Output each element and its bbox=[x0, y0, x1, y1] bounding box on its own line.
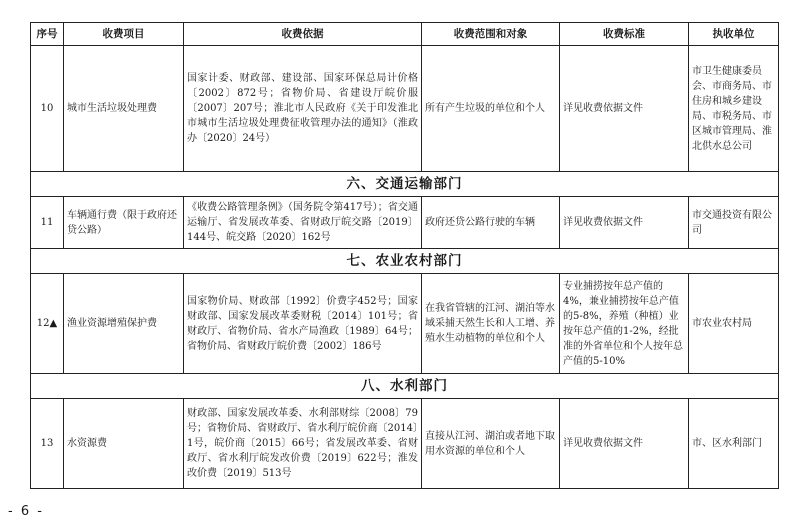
table-row bbox=[31, 197, 779, 249]
header-unit: 执收单位 bbox=[689, 23, 779, 46]
section-title: 六、交通运输部门 bbox=[31, 172, 779, 197]
row-basis: 国家物价局、财政部〔1992〕价费字452号；国家财政部、国家发展改革委财税〔2014〕101号；省财政厅、省物价局、省水产局渔政〔1989〕64号；省物价局、省财政厅皖价费〔2002〕186号 bbox=[184, 274, 422, 374]
row-no: 10 bbox=[31, 46, 64, 172]
header-scope: 收费范围和对象 bbox=[422, 23, 560, 46]
row-unit: 市、区水利部门 bbox=[689, 399, 779, 489]
row-basis: 《收费公路管理条例》（国务院令第417号）；省交通运输厅、省发展改革委、省财政厅皖交路〔2019〕144号、皖交路〔2020〕162号 bbox=[184, 197, 422, 249]
row-item: 水资源费 bbox=[64, 399, 184, 489]
row-scope: 政府还贷公路行驶的车辆 bbox=[422, 197, 560, 249]
row-unit: 市农业农村局 bbox=[689, 274, 779, 374]
header-standard: 收费标准 bbox=[560, 23, 689, 46]
fee-table bbox=[30, 22, 779, 489]
row-basis: 财政部、国家发展改革委、水利部财综〔2008〕79号；省物价局、省财政厅、省水利厅皖价商〔2014〕1号，皖价商〔2015〕66号；省发展改革委、省财政厅、省水利厅皖发改价费〔2019〕622号；淮发改价费〔2019〕513号 bbox=[184, 399, 422, 489]
row-no: 12▲ bbox=[31, 274, 64, 374]
row-scope: 所有产生垃圾的单位和个人 bbox=[422, 46, 560, 172]
header-basis: 收费依据 bbox=[184, 23, 422, 46]
table-row bbox=[31, 46, 779, 172]
table-row bbox=[31, 274, 779, 374]
row-item: 车辆通行费（限于政府还贷公路） bbox=[64, 197, 184, 249]
row-item: 渔业资源增殖保护费 bbox=[64, 274, 184, 374]
header-no: 序号 bbox=[31, 23, 64, 46]
row-basis: 国家计委、财政部、建设部、国家环保总局计价格〔2002〕872号；省物价局、省建设厅皖价服〔2007〕207号；淮北市人民政府《关于印发淮北市城市生活垃圾处理费征收管理办法的通知》（淮政办〔2020〕24号） bbox=[184, 46, 422, 172]
row-standard: 详见收费依据文件 bbox=[560, 197, 689, 249]
row-unit: 市交通投资有限公司 bbox=[689, 197, 779, 249]
row-unit: 市卫生健康委员会、市商务局、市住房和城乡建设局、市税务局、市区城市管理局、淮北供水总公司 bbox=[689, 46, 779, 172]
table-row bbox=[31, 399, 779, 489]
row-standard: 详见收费依据文件 bbox=[560, 46, 689, 172]
row-scope: 在我省管辖的江河、湖泊等水域采捕天然生长和人工增、养殖水生动植物的单位和个人 bbox=[422, 274, 560, 374]
header-item: 收费项目 bbox=[64, 23, 184, 46]
section-header bbox=[31, 374, 779, 399]
page-number: - 6 - bbox=[8, 504, 44, 519]
section-header bbox=[31, 172, 779, 197]
row-scope: 直接从江河、湖泊或者地下取用水资源的单位和个人 bbox=[422, 399, 560, 489]
section-title: 八、水利部门 bbox=[31, 374, 779, 399]
row-no: 11 bbox=[31, 197, 64, 249]
fee-table-sheet bbox=[30, 22, 778, 489]
row-standard: 详见收费依据文件 bbox=[560, 399, 689, 489]
row-item: 城市生活垃圾处理费 bbox=[64, 46, 184, 172]
section-header bbox=[31, 249, 779, 274]
row-no: 13 bbox=[31, 399, 64, 489]
header-row bbox=[31, 23, 779, 46]
section-title: 七、农业农村部门 bbox=[31, 249, 779, 274]
row-standard: 专业捕捞按年总产值的4%，兼业捕捞按年总产值的5-8%，养殖（种植）业按年总产值的1-2%，经批准的外省单位和个人按年总产值的5-10% bbox=[560, 274, 689, 374]
